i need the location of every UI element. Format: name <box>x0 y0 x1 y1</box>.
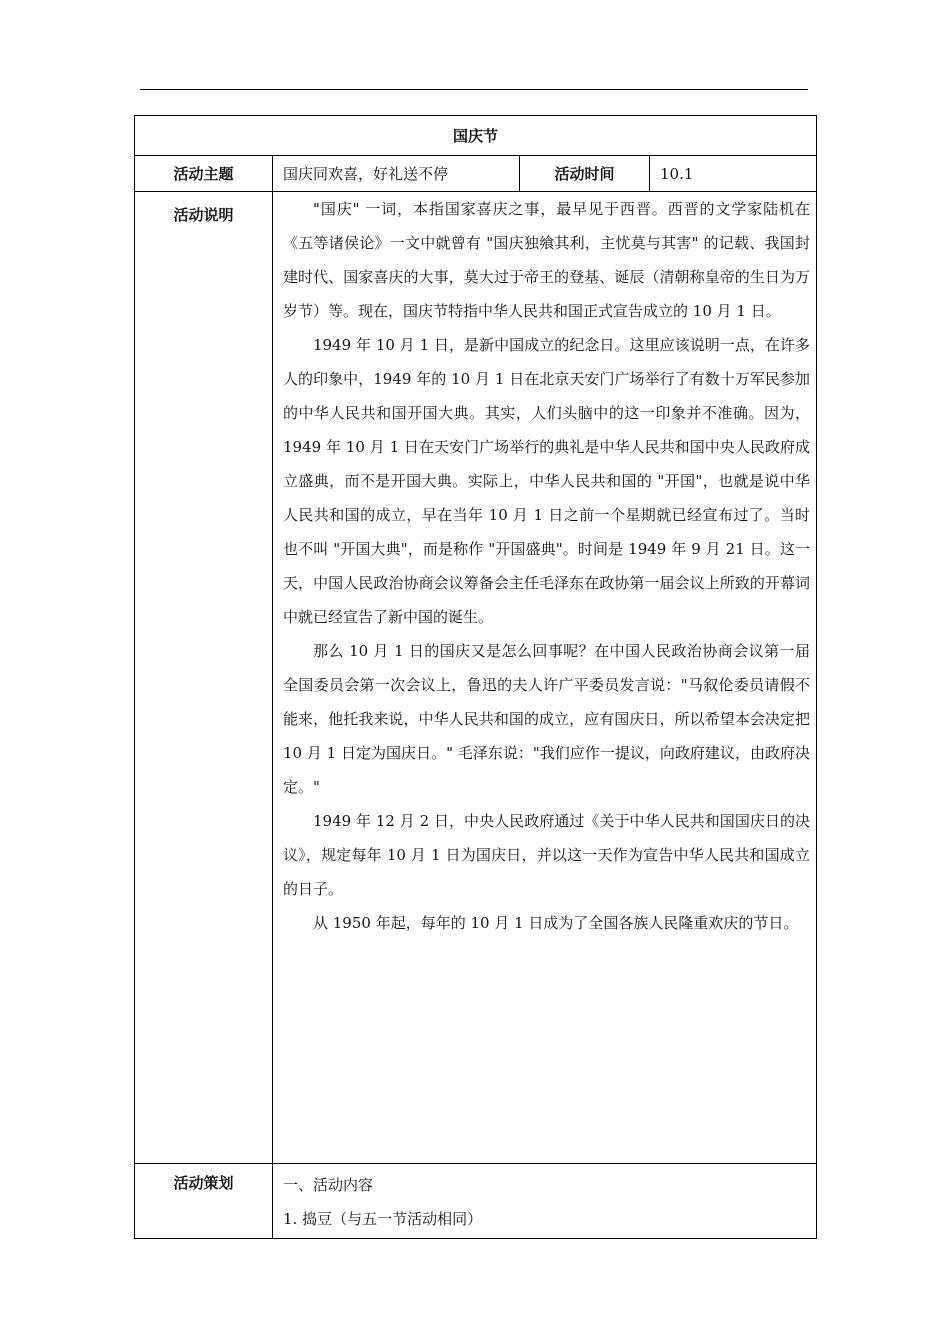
time-label: 活动时间 <box>520 156 650 192</box>
theme-value: 国庆同欢喜，好礼送不停 <box>273 156 520 192</box>
time-value: 10.1 <box>650 156 817 192</box>
description-paragraph: 从 1950 年起，每年的 10 月 1 日成为了全国各族人民隆重欢庆的节日。 <box>313 914 799 932</box>
description-paragraph: 1949 年 12 月 2 日，中央人民政府通过《关于中华人民共和国国庆日的决议》，规定每年 10 月 1 日为国庆日，并以这一天作为宣告中华人民共和国成立的日子。 <box>283 812 811 898</box>
plan-body <box>273 1164 817 1239</box>
description-body <box>273 192 817 1164</box>
description-paragraph: 那么 10 月 1 日的国庆又是怎么回事呢？在中国人民政治协商会议第一届全国委员会第一次会议上，鲁迅的夫人许广平委员发言说："马叙伦委员请假不能来，他托我来说，中华人民共和国的成立，应有国庆日，所以希望本会决定把 10 月 1 日定为国庆日。" 毛泽东说："我们应作一提议，向政府建议，由政府决定。" <box>283 642 811 796</box>
plan-line: 一、活动内容 <box>283 1176 374 1194</box>
description-paragraph: "国庆" 一词，本指国家喜庆之事，最早见于西晋。西晋的文学家陆机在《五等诸侯论》一文中就曾有 "国庆独飨其利，主忧莫与其害" 的记载、我国封建时代、国家喜庆的大事，莫大过于帝王的登基、诞辰（清朝称皇帝的生日为万岁节）等。现在，国庆节特指中华人民共和国正式宣告成立的 10 月 1 日。 <box>283 200 811 320</box>
plan-label: 活动策划 <box>135 1164 273 1239</box>
header-rule <box>140 89 808 90</box>
event-table <box>134 115 817 1239</box>
description-label: 活动说明 <box>135 192 273 1164</box>
page-title: 国庆节 <box>135 116 817 156</box>
description-paragraph: 1949 年 10 月 1 日，是新中国成立的纪念日。这里应该说明一点，在许多人的印象中，1949 年的 10 月 1 日在北京天安门广场举行了有数十万军民参加的中华人民共和国开国大典。其实，人们头脑中的这一印象并不准确。因为，1949 年 10 月 1 日在天安门广场举行的典礼是中华人民共和国中央人民政府成立盛典，而不是开国大典。实际上，中华人民共和国的 "开国"，也就是说中华人民共和国的成立，早在当年 10 月 1 日之前一个星期就已经宣布过了。当时也不叫 "开国大典"，而是称作 "开国盛典"。时间是 1949 年 9 月 21 日。这一天，中国人民政治协商会议筹备会主任毛泽东在政协第一届会议上所致的开幕词中就已经宣告了新中国的诞生。 <box>283 336 811 626</box>
plan-line: 1. 捣豆（与五一节活动相同） <box>283 1210 483 1228</box>
theme-label: 活动主题 <box>135 156 273 192</box>
